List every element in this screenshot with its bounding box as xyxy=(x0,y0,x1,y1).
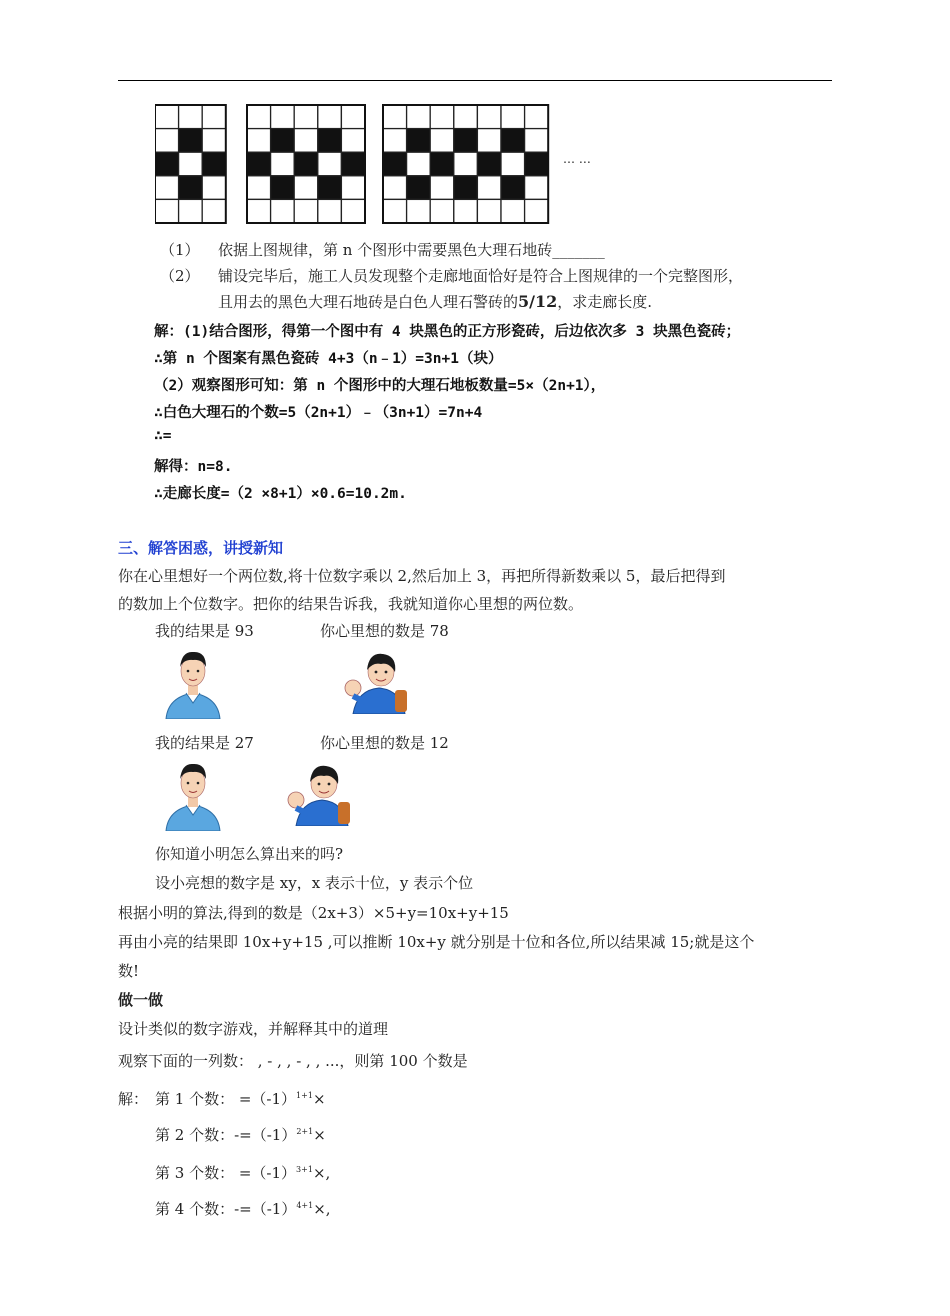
white-tile xyxy=(271,199,295,223)
doit-design: 设计类似的数字游戏，并解释其中的道理 xyxy=(118,1020,389,1038)
black-tile xyxy=(525,152,549,176)
q1-number: （1） xyxy=(160,241,200,259)
black-tile xyxy=(271,176,295,200)
white-tile xyxy=(407,199,431,223)
q2-text-line1: 铺设完毕后，施工人员发现整个走廊地面恰好是符合上图规律的一个完整图形， xyxy=(218,267,744,285)
black-tile xyxy=(454,129,478,153)
white-tile xyxy=(430,176,454,200)
boy-avatar-icon xyxy=(343,650,411,714)
white-tile xyxy=(318,105,342,129)
white-tile xyxy=(341,176,365,200)
boy-avatar-icon xyxy=(286,762,354,826)
black-tile xyxy=(271,129,295,153)
black-tile xyxy=(501,176,525,200)
solution-line-6: 解得：n=8. xyxy=(154,459,233,475)
white-tile xyxy=(294,129,318,153)
answer-item-2: 第 2 个数：$-=(-1)^{2+1}\times$ xyxy=(155,1126,326,1144)
q2-fraction: 5/12 xyxy=(518,292,558,311)
white-tile xyxy=(179,105,203,129)
black-tile xyxy=(179,129,203,153)
white-tile xyxy=(247,105,271,129)
white-tile xyxy=(430,129,454,153)
q2-number: （2） xyxy=(160,267,200,285)
solution-line-5: ∴= xyxy=(154,428,172,444)
white-tile xyxy=(454,199,478,223)
black-tile xyxy=(202,152,226,176)
intro-line-2: 的数加上个位数字。把你的结果告诉我，我就知道你心里想的两位数。 xyxy=(118,595,584,613)
solution-line-3: （2）观察图形可知：第 n 个图形中的大理石地板数量=5×（2n+1）， xyxy=(154,378,606,394)
white-tile xyxy=(501,105,525,129)
black-tile xyxy=(407,129,431,153)
answer-item-3: 第 3 个数： $=(-1)^{3+1}\times$, xyxy=(155,1164,331,1182)
tile-figure-2 xyxy=(247,105,365,223)
black-tile xyxy=(477,152,501,176)
white-tile xyxy=(477,176,501,200)
black-tile xyxy=(247,152,271,176)
tile-pattern-figure xyxy=(155,104,615,228)
white-tile xyxy=(155,105,179,129)
white-tile xyxy=(501,199,525,223)
answer-prefix: 解： xyxy=(118,1090,149,1108)
white-tile xyxy=(155,176,179,200)
white-tile xyxy=(383,105,407,129)
white-tile xyxy=(271,105,295,129)
white-tile xyxy=(525,199,549,223)
black-tile xyxy=(294,152,318,176)
black-tile xyxy=(454,176,478,200)
question-line: 你知道小明怎么算出来的吗? xyxy=(155,845,344,863)
answer-item-4: 第 4 个数：$-=(-1)^{4+1}\times$, xyxy=(155,1200,331,1218)
header-rule xyxy=(118,80,832,81)
white-tile xyxy=(318,152,342,176)
white-tile xyxy=(407,152,431,176)
man-avatar-icon xyxy=(162,643,224,719)
man-avatar-icon xyxy=(162,755,224,831)
black-tile xyxy=(318,176,342,200)
solution-line-1: 解：(1)结合图形，得第一个图中有 4 块黑色的正方形瓷砖，后边依次多 3 块黑色瓷砖； xyxy=(154,324,741,340)
white-tile xyxy=(454,105,478,129)
white-tile xyxy=(525,176,549,200)
white-tile xyxy=(271,152,295,176)
white-tile xyxy=(525,129,549,153)
white-tile xyxy=(294,199,318,223)
q1-blank: _______ xyxy=(552,241,605,259)
answer-item-1: 第 1 个数： $=(-1)^{1+1}\times$ xyxy=(155,1090,326,1108)
white-tile xyxy=(430,199,454,223)
black-tile xyxy=(430,152,454,176)
white-tile xyxy=(501,152,525,176)
explain-line-3: 再由小亮的结果即 10x+y+15 ,可以推断 10x+y 就分别是十位和各位,所以结果减 15;就是这个 xyxy=(118,933,755,951)
black-tile xyxy=(179,176,203,200)
white-tile xyxy=(525,105,549,129)
white-tile xyxy=(202,199,226,223)
white-tile xyxy=(341,199,365,223)
doit-heading: 做一做 xyxy=(118,991,164,1009)
white-tile xyxy=(430,105,454,129)
solution-line-2: ∴第 n 个图案有黑色瓷砖 4+3（n﹣1）=3n+1（块） xyxy=(154,351,503,367)
white-tile xyxy=(155,129,179,153)
white-tile xyxy=(383,199,407,223)
white-tile xyxy=(383,176,407,200)
section-heading: 三、解答困惑，讲授新知 xyxy=(118,539,284,557)
black-tile xyxy=(383,152,407,176)
white-tile xyxy=(294,176,318,200)
tile-figure-3 xyxy=(383,105,548,223)
white-tile xyxy=(247,199,271,223)
result-27-text: 我的结果是 27 xyxy=(155,734,254,752)
doit-observe: 观察下面的一列数： , - , , - , , ...，则第 100 个数是 xyxy=(118,1052,468,1070)
white-tile xyxy=(477,199,501,223)
white-tile xyxy=(202,176,226,200)
white-tile xyxy=(247,176,271,200)
solution-line-7: ∴走廊长度=（2 ×8+1）×0.6=10.2m. xyxy=(154,486,407,502)
result-93-text: 我的结果是 93 xyxy=(155,622,254,640)
tile-figure-1 xyxy=(155,105,226,223)
white-tile xyxy=(202,129,226,153)
white-tile xyxy=(477,129,501,153)
white-tile xyxy=(179,152,203,176)
guess-12-text: 你心里想的数是 12 xyxy=(320,734,449,752)
white-tile xyxy=(247,129,271,153)
white-tile xyxy=(155,199,179,223)
white-tile xyxy=(477,105,501,129)
explain-line-4: 数! xyxy=(118,962,140,980)
black-tile xyxy=(501,129,525,153)
black-tile xyxy=(407,176,431,200)
white-tile xyxy=(202,105,226,129)
black-tile xyxy=(318,129,342,153)
white-tile xyxy=(341,129,365,153)
white-tile xyxy=(454,152,478,176)
white-tile xyxy=(407,105,431,129)
guess-78-text: 你心里想的数是 78 xyxy=(320,622,449,640)
q1-text: 依据上图规律，第 n 个图形中需要黑色大理石地砖_______ xyxy=(218,241,605,259)
q2-text-line2: 且用去的黑色大理石地砖是白色人理石警砖的5/12，求走廊长度. xyxy=(218,292,653,311)
white-tile xyxy=(179,199,203,223)
black-tile xyxy=(155,152,179,176)
white-tile xyxy=(383,129,407,153)
white-tile xyxy=(294,105,318,129)
intro-line-1: 你在心里想好一个两位数,将十位数字乘以 2,然后加上 3，再把所得新数乘以 5，最后把得到 xyxy=(118,567,726,585)
explain-line-2: 根据小明的算法,得到的数是（2x+3）×5+y=10x+y+15 xyxy=(118,904,509,922)
explain-line-1: 设小亮想的数字是 xy，x 表示十位，y 表示个位 xyxy=(155,874,474,892)
black-tile xyxy=(341,152,365,176)
white-tile xyxy=(318,199,342,223)
solution-line-4: ∴白色大理石的个数=5（2n+1）﹣（3n+1）=7n+4 xyxy=(154,405,483,421)
white-tile xyxy=(341,105,365,129)
figure-ellipsis: … … xyxy=(563,152,591,166)
